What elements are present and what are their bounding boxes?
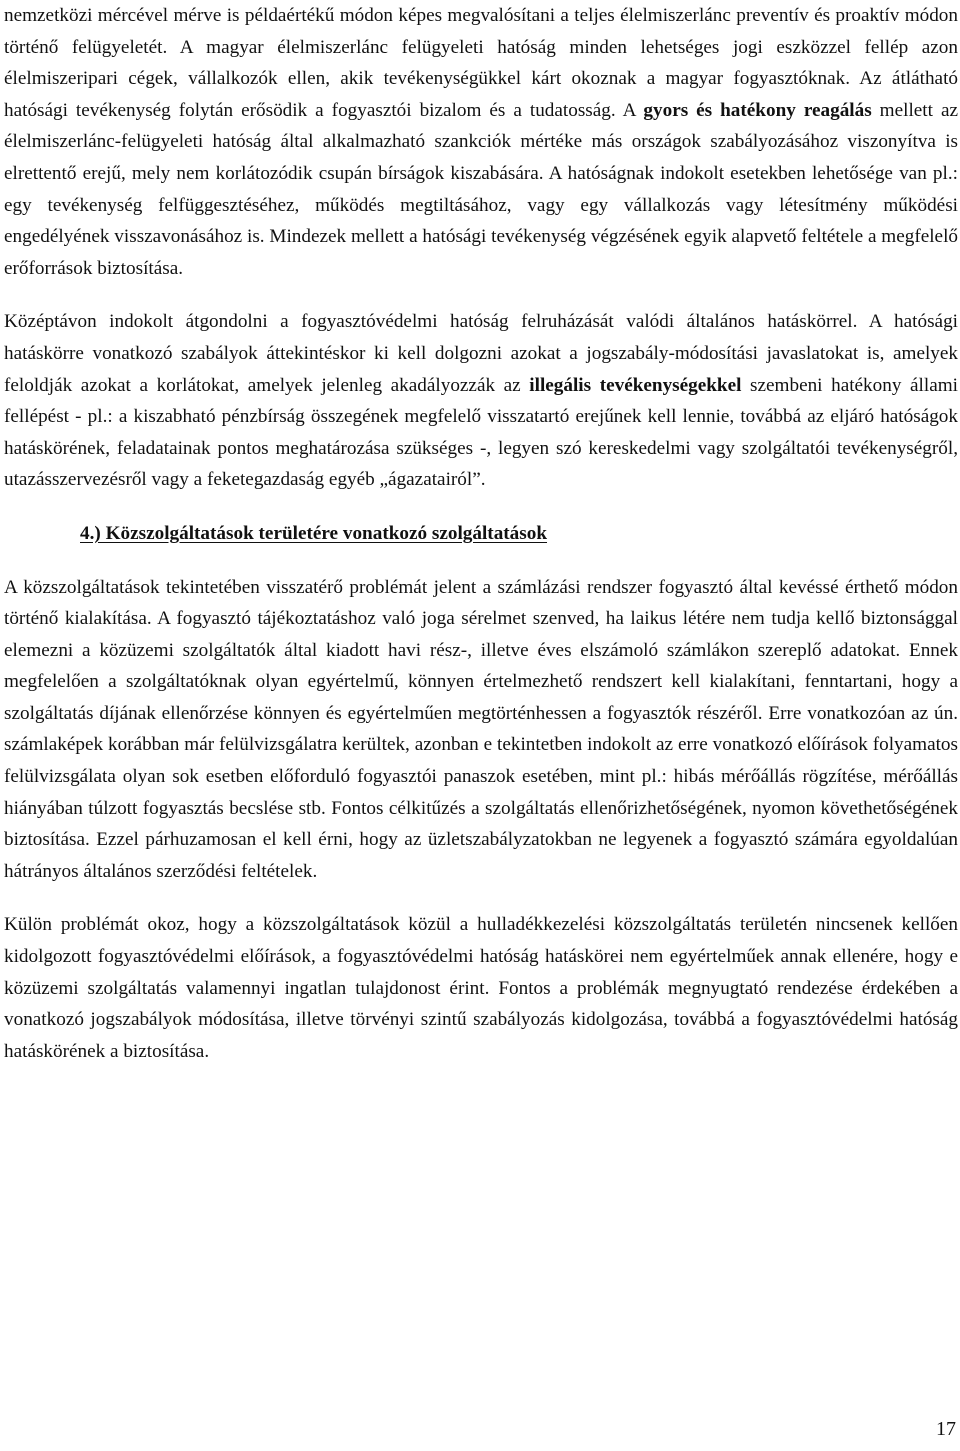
bold-phrase: illegális tevékenységekkel <box>529 374 742 396</box>
paragraph-spacer <box>4 496 958 518</box>
paragraph-spacer <box>4 550 958 572</box>
page-content <box>4 0 958 1067</box>
paragraph-text: szembeni hatékony állami fellépést - pl.: a kiszabható pénzbírság összegének megfelelő visszatartó erejűnek kell lennie, továbbá az eljáró hatóságok hatáskörének, feladatainak pontos meghatározása szükséges -, legyen szó kereskedelmi vagy szolgáltatói tevékenységről, utazásszervezésről vagy a feketegazdaság egyéb „ágazatairól”. <box>4 374 958 491</box>
paragraph-public-services-billing: A közszolgáltatások tekintetében visszatérő problémát jelent a számlázási rendszer fogyasztó által kevéssé érthető módon történő kialakítása. A fogyasztó tájékoztatáshoz való joga sérelmet szenved, ha laikus létére nem tudja kellő biztonsággal elemezni a közüzemi szolgáltatók által kiadott havi rész-, illetve éves elszámoló számlákon szereplő adatokat. Ennek megfelelően a szolgáltatóknak olyan egyértelmű, könnyen értelmezhető rendszert kell kialakítani, fenntartani, hogy a szolgáltatás díjának ellenőrzése könnyen és egyértelműen megtörténhessen a fogyasztók részéről. Erre vonatkozóan az ún. számlaképek korábban már felülvizsgálatra kerültek, azonban e tekintetben indokolt az erre vonatkozó előírások folyamatos felülvizsgálata olyan sok esetben előforduló fogyasztói panaszok esetében, mint pl.: hibás mérőállás rögzítése, mérőállás hiányában túlzott fogyasztás becslése stb. Fontos célkitűzés a szolgáltatás ellenőrizhetőségének, nyomon követhetőségének biztosítása. Ezzel párhuzamosan el kell érni, hogy az üzletszabályzatokban ne legyenek a fogyasztó számára egyoldalúan hátrányos általános szerződési feltételek. <box>4 576 958 882</box>
paragraph-consumer-protection-authority <box>4 306 958 496</box>
paragraph-waste-management: Külön problémát okoz, hogy a közszolgáltatások közül a hulladékkezelési közszolgáltatás területén nincsenek kellően kidolgozott fogyasztóvédelmi előírások, a fogyasztóvédelmi hatóság hatáskörei nem egyértelműek annak ellenére, hogy e közüzemi szolgáltatás valamennyi ingatlan tulajdonost érint. Fontos a problémák megnyugtató rendezése érdekében a vonatkozó jogszabályok módosítása, illetve törvényi szintű szabályozás kidolgozása, továbbá a fogyasztóvédelmi hatóság hatáskörének a biztosítása. <box>4 914 958 1062</box>
bold-phrase: gyors és hatékony reagálás <box>643 99 872 121</box>
paragraph-text: nemzetközi mércével mérve is példaértékű módon képes megvalósítani a teljes élelmiszerlánc preventív és proaktív módon történő felügyeletét. A magyar élelmiszerlánc felügyeleti hatóság minden lehetséges jogi eszközzel fellép azon élelmiszeripari cégek, vállalkozók ellen, akik tevékenységükkel kárt okoznak a magyar fogyasztóknak. Az átlátható hatósági tevékenység folytán erősödik a fogyasztói bizalom és a tudatosság. A <box>4 5 958 121</box>
section-heading: 4.) Közszolgáltatások területére vonatkozó szolgáltatások <box>80 522 548 544</box>
paragraph-food-chain-supervision <box>4 0 958 284</box>
paragraph-text: Középtávon indokolt átgondolni a fogyasztóvédelmi hatóság felruházását valódi általános hatáskörrel. A hatósági hatáskörre vonatkozó szabályok áttekintéskor ki kell dolgozni azokat a jogszabály-módosítási javaslatokat is, amelyek feloldják azokat a korlátokat, amelyek jelenleg akadályozzák az <box>4 311 958 396</box>
page-number: 17 <box>936 1418 956 1440</box>
paragraph-text: mellett az élelmiszerlánc-felügyeleti hatóság által alkalmazható szankciók mértéke más országok szabályozásához viszonyítva is elrettentő erejű, mely nem korlátozódik csupán bírságok kiszabására. A hatóságnak indokolt esetekben lehetősége van pl.: egy tevékenység felfüggesztéséhez, működés megtiltásához, vagy egy vállalkozás vagy létesítmény működési engedélyének visszavonásához is. Mindezek mellett a hatósági tevékenység végzésének egyik alapvető feltétele a megfelelő erőforrások biztosítása. <box>4 99 958 279</box>
paragraph-spacer <box>4 284 958 306</box>
paragraph-spacer <box>4 887 958 909</box>
